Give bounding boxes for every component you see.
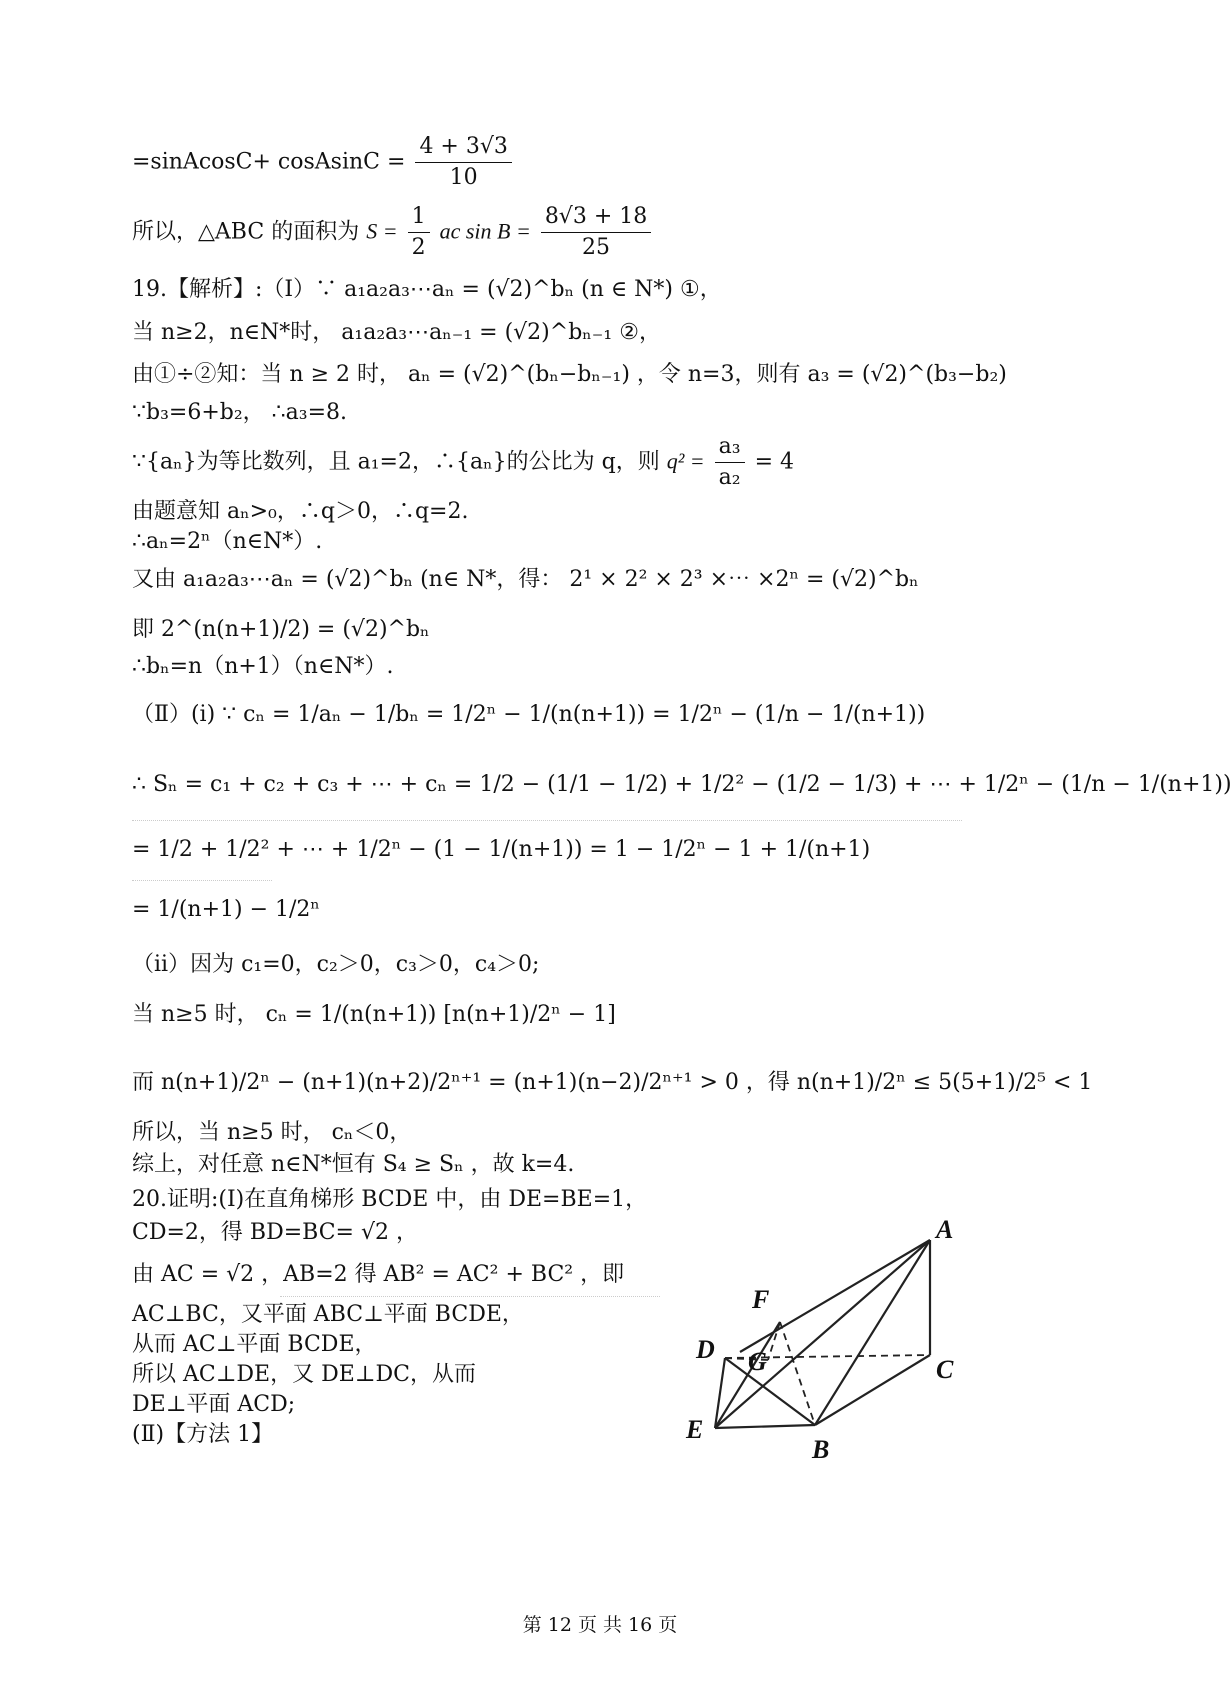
math: q² =	[666, 448, 705, 474]
math: S =	[366, 218, 398, 244]
text-line: ∵b₃=6+b₂， ∴a₃=8.	[132, 400, 348, 425]
text-line: (Ⅱ)【方法 1】	[132, 1422, 274, 1447]
math: = 4	[754, 449, 795, 475]
dotted-separator	[132, 880, 272, 881]
text: 所以，△ABC 的面积为	[132, 219, 360, 245]
dotted-separator	[132, 820, 962, 821]
geometry-figure	[686, 1215, 1060, 1590]
edge-FG-dashed	[768, 1322, 780, 1360]
text: ∵{aₙ}为等比数列，且 a₁=2，∴{aₙ}的公比为 q，则	[132, 449, 660, 475]
text-line: 而 n(n+1)/2ⁿ − (n+1)(n+2)/2ⁿ⁺¹ = (n+1)(n−2)/2ⁿ⁺¹ > 0 ，得 n(n+1)/2ⁿ ≤ 5(5+1)/2⁵ < 1	[132, 1070, 1093, 1095]
text-line: 当 n≥5 时， cₙ = 1/(n(n+1)) [n(n+1)/2ⁿ − 1]	[132, 1002, 616, 1027]
fraction	[408, 202, 430, 263]
text-line: = 1/2 + 1/2² + ⋯ + 1/2ⁿ − (1 − 1/(n+1)) = 1 − 1/2ⁿ − 1 + 1/(n+1)	[132, 837, 871, 862]
edge-AE	[715, 1240, 930, 1428]
area-line	[132, 202, 654, 263]
text-line: ∴bₙ=n（n+1）（n∈N*）.	[132, 654, 394, 679]
edge-BC	[815, 1355, 930, 1425]
denominator: 25	[582, 235, 611, 260]
text-line: 又由 a₁a₂a₃⋯aₙ = (√2)^bₙ (n∈ N*，得： 2¹ × 2² × 2³ ×⋯ ×2ⁿ = (√2)^bₙ	[132, 567, 919, 592]
fraction	[715, 432, 745, 493]
text-line: 由 AC = √2 ，AB=2 得 AB² = AC² + BC² ，即	[132, 1262, 625, 1287]
fraction	[415, 132, 511, 193]
label-F: F	[752, 1285, 770, 1314]
text-line: 所以 AC⊥DE，又 DE⊥DC，从而	[132, 1362, 476, 1387]
math: ac sin B =	[439, 218, 531, 244]
text-line: 由题意知 aₙ>₀，∴q＞0，∴q=2.	[132, 499, 469, 524]
text-line: 即 2^(n(n+1)/2) = (√2)^bₙ	[132, 617, 430, 642]
ratio-line	[132, 432, 794, 493]
edge-ED	[715, 1358, 725, 1428]
text-line: ∴aₙ=2ⁿ（n∈N*）.	[132, 529, 323, 554]
label-E: E	[686, 1415, 704, 1444]
text-line: （ii）因为 c₁=0，c₂＞0，c₃＞0，c₄＞0;	[132, 952, 540, 977]
label-B: B	[812, 1435, 830, 1464]
label-A: A	[936, 1215, 954, 1244]
denominator: a₂	[718, 465, 741, 490]
edge-AB	[815, 1240, 930, 1425]
text-line: 19.【解析】:（Ⅰ）∵ a₁a₂a₃⋯aₙ = (√2)^bₙ (n ∈ N*) ①，	[132, 277, 722, 302]
text-line: 所以，当 n≥5 时， cₙ＜0，	[132, 1120, 412, 1145]
text-line: 综上，对任意 n∈N*恒有 S₄ ≥ Sₙ ，故 k=4.	[132, 1152, 575, 1177]
denominator: 10	[449, 165, 478, 190]
text-line: CD=2，得 BD=BC= √2 ，	[132, 1220, 418, 1245]
denominator: 2	[411, 235, 426, 260]
equation-text: =sinAcosC+ cosAsinC =	[132, 149, 406, 175]
equation-line	[132, 132, 515, 193]
page-footer: 第 12 页 共 16 页	[522, 1614, 678, 1636]
text-line: AC⊥BC，又平面 ABC⊥平面 BCDE，	[132, 1302, 524, 1327]
numerator: a₃	[715, 432, 745, 463]
text-line: （Ⅱ）(i) ∵ cₙ = 1/aₙ − 1/bₙ = 1/2ⁿ − 1/(n(n+1)) = 1/2ⁿ − (1/n − 1/(n+1))	[132, 702, 926, 727]
text-line: DE⊥平面 ACD;	[132, 1392, 296, 1417]
numerator: 1	[408, 202, 430, 233]
fraction	[541, 202, 651, 263]
label-C: C	[936, 1355, 954, 1384]
edge-EB	[715, 1425, 815, 1428]
label-G: G	[748, 1347, 767, 1376]
text-line: 从而 AC⊥平面 BCDE，	[132, 1332, 377, 1357]
text-line: ∴ Sₙ = c₁ + c₂ + c₃ + ⋯ + cₙ = 1/2 − (1/1 − 1/2) + 1/2² − (1/2 − 1/3) + ⋯ + 1/2ⁿ − (1/n − 1/(n+1))	[132, 772, 1232, 797]
text-line: = 1/(n+1) − 1/2ⁿ	[132, 897, 320, 922]
edge-FB-dashed	[780, 1322, 815, 1425]
text-line: 由①÷②知：当 n ≥ 2 时， aₙ = (√2)^(bₙ−bₙ₋₁) ，令 n=3，则有 a₃ = (√2)^(b₃−b₂)	[132, 362, 1007, 387]
numerator: 8√3 + 18	[541, 202, 651, 233]
dotted-separator	[280, 1296, 660, 1297]
label-D: D	[696, 1335, 715, 1364]
text-line: 当 n≥2，n∈N*时， a₁a₂a₃⋯aₙ₋₁ = (√2)^bₙ₋₁ ②，	[132, 320, 661, 345]
numerator: 4 + 3√3	[415, 132, 511, 163]
text-line: 20.证明:(Ⅰ)在直角梯形 BCDE 中，由 DE=BE=1，	[132, 1187, 648, 1212]
